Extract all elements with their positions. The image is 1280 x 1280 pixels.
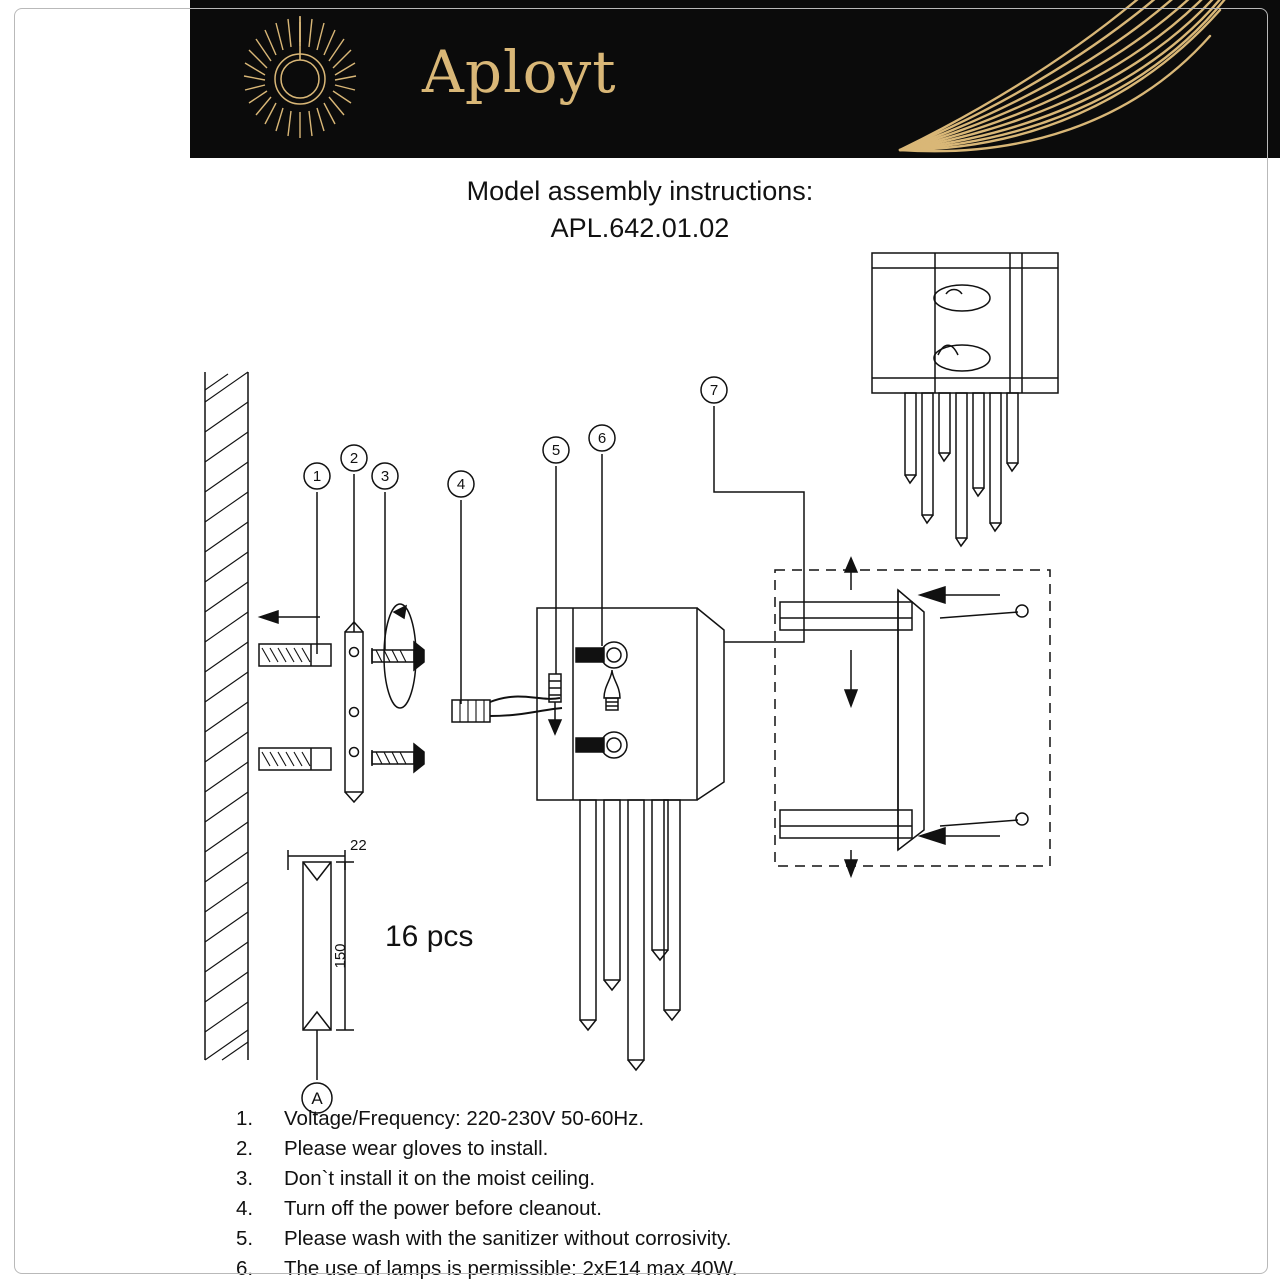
lamp-socket-lower xyxy=(576,732,627,758)
callout-7: 7 xyxy=(709,382,719,399)
brand-name: Aployt xyxy=(422,38,617,106)
dimension-length-label: 150 xyxy=(332,943,349,969)
callout-3: 3 xyxy=(380,468,390,485)
detail-a-rod xyxy=(288,850,354,1113)
finished-product-view xyxy=(872,253,1058,546)
wall-plug-lower xyxy=(259,748,331,770)
assembly-arrow-lower xyxy=(920,828,1000,844)
callout-5: 5 xyxy=(551,442,561,459)
lamp-body xyxy=(537,608,724,800)
brand-header xyxy=(190,0,1280,158)
callout-2: 2 xyxy=(349,450,359,467)
notes-list xyxy=(236,1104,1236,1280)
note-number: 1. xyxy=(236,1107,254,1130)
note-number: 3. xyxy=(236,1167,254,1190)
glass-panel-assembly xyxy=(775,558,1050,876)
sunburst-logo-icon xyxy=(230,12,370,146)
assembly-arrow-upper xyxy=(920,587,1000,603)
note-text: Please wash with the sanitizer without corrosivity. xyxy=(284,1227,732,1250)
screwdriver-rotation-indicator xyxy=(384,604,416,708)
note-text: Voltage/Frequency: 220-230V 50-60Hz. xyxy=(284,1107,645,1130)
assembly-diagram xyxy=(0,150,1280,1130)
wall-plug-upper xyxy=(259,644,331,666)
terminal-connector xyxy=(549,674,561,734)
terminal-block xyxy=(452,697,562,722)
model-code: APL.642.01.02 xyxy=(550,213,730,243)
note-text: Don`t install it on the moist ceiling. xyxy=(284,1167,596,1190)
direction-guides xyxy=(845,558,857,876)
note-number: 2. xyxy=(236,1137,254,1160)
note-number: 4. xyxy=(236,1197,254,1220)
note-item xyxy=(236,1134,1236,1164)
mounting-bracket xyxy=(345,622,363,802)
note-item xyxy=(236,1104,1236,1134)
note-text: The use of lamps is permissible: 2xE14 max 40W. xyxy=(284,1257,738,1280)
candle-bulb xyxy=(604,670,620,710)
dimension-width-label: 22 xyxy=(350,837,367,854)
note-item xyxy=(236,1164,1236,1194)
callout-detail-a: A xyxy=(311,1089,323,1108)
note-number: 5. xyxy=(236,1227,254,1250)
note-text: Please wear gloves to install. xyxy=(284,1137,549,1160)
callout-4: 4 xyxy=(456,476,466,493)
note-item xyxy=(236,1224,1236,1254)
insert-arrow xyxy=(260,611,320,623)
callout-6: 6 xyxy=(597,430,607,447)
wall-hatching xyxy=(205,372,248,1060)
screw-lower xyxy=(372,744,424,772)
fan-rays-decoration-icon xyxy=(880,0,1280,158)
callout-1: 1 xyxy=(312,468,322,485)
page-title: Model assembly instructions: xyxy=(466,176,814,206)
quantity-label: 16 pcs xyxy=(385,920,474,953)
note-text: Turn off the power before cleanout. xyxy=(284,1197,602,1220)
note-number: 6. xyxy=(236,1257,254,1280)
note-item xyxy=(236,1254,1236,1280)
glass-rod-set xyxy=(580,800,680,1070)
note-item xyxy=(236,1194,1236,1224)
